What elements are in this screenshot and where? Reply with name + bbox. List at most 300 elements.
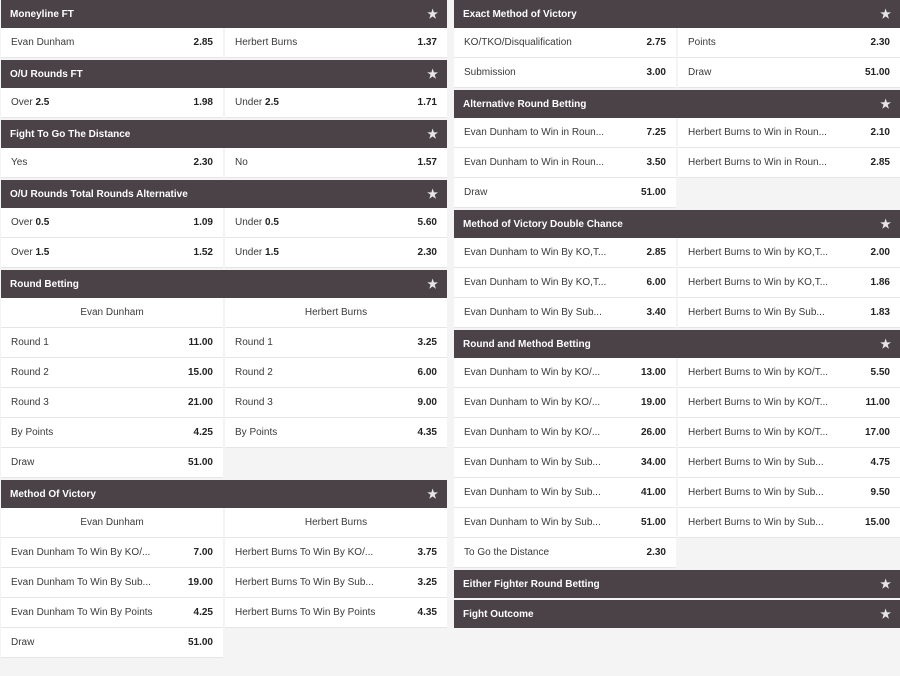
selection-row xyxy=(454,448,900,478)
market-title: Either Fighter Round Betting xyxy=(463,578,600,590)
selection-label xyxy=(464,367,635,378)
star-icon[interactable]: ★ xyxy=(880,337,891,351)
selection-label-text: Evan Dunham to Win in Roun... xyxy=(464,157,605,168)
selection-label xyxy=(688,367,865,378)
odds-selection[interactable] xyxy=(454,28,676,58)
selection-label xyxy=(464,247,641,258)
odds-selection[interactable] xyxy=(678,268,900,298)
empty-cell xyxy=(225,628,447,658)
odds-value: 4.25 xyxy=(193,607,213,618)
selection-label-text: Draw xyxy=(11,637,35,648)
odds-selection[interactable] xyxy=(1,88,223,118)
odds-selection[interactable] xyxy=(1,418,223,448)
selection-label xyxy=(11,637,182,648)
selection-label-text: Herbert Burns to Win by KO,T... xyxy=(688,277,829,288)
odds-value: 26.00 xyxy=(640,427,666,438)
selection-label xyxy=(235,217,412,228)
market-header[interactable] xyxy=(1,270,447,298)
odds-value: 7.25 xyxy=(646,127,666,138)
line-value: 1.5 xyxy=(35,247,50,258)
selection-label-text: Evan Dunham to Win in Roun... xyxy=(464,127,605,138)
odds-value: 15.00 xyxy=(187,367,213,378)
odds-value: 2.30 xyxy=(646,547,666,558)
selection-row xyxy=(454,118,900,148)
odds-selection[interactable] xyxy=(454,478,676,508)
empty-cell xyxy=(678,178,900,208)
selection-row xyxy=(1,538,447,568)
odds-selection[interactable] xyxy=(225,328,447,358)
odds-value: 9.00 xyxy=(417,397,437,408)
market-round-betting xyxy=(1,270,447,478)
selection-label-text: Evan Dunham To Win By Sub... xyxy=(11,577,151,588)
selection-label-text: Round 1 xyxy=(235,337,273,348)
star-icon[interactable]: ★ xyxy=(427,187,438,201)
selection-label xyxy=(235,97,412,108)
selection-row xyxy=(1,448,447,478)
odds-selection[interactable] xyxy=(225,538,447,568)
star-icon[interactable]: ★ xyxy=(880,97,891,111)
odds-value: 2.30 xyxy=(193,157,213,168)
odds-selection[interactable] xyxy=(1,628,223,658)
odds-selection[interactable] xyxy=(225,388,447,418)
odds-value: 4.35 xyxy=(417,607,437,618)
selection-label-text: Evan Dunham to Win By Sub... xyxy=(464,307,602,318)
odds-value: 19.00 xyxy=(640,397,666,408)
odds-value: 1.98 xyxy=(193,97,213,108)
selection-label xyxy=(11,157,188,168)
selection-label xyxy=(464,187,635,198)
odds-selection[interactable] xyxy=(225,418,447,448)
odds-selection[interactable] xyxy=(454,118,676,148)
odds-selection[interactable] xyxy=(678,148,900,178)
left-column xyxy=(1,0,447,660)
selection-label-text: Herbert Burns to Win by KO/T... xyxy=(688,367,829,378)
odds-selection[interactable] xyxy=(454,58,676,88)
odds-selection[interactable] xyxy=(454,358,676,388)
market-o-u-rounds-total-rounds-alternative xyxy=(1,180,447,268)
odds-value: 2.85 xyxy=(870,157,890,168)
star-icon[interactable]: ★ xyxy=(427,127,438,141)
line-value: 2.5 xyxy=(265,97,279,108)
odds-value: 34.00 xyxy=(640,457,666,468)
line-value: 2.5 xyxy=(35,97,50,108)
selection-label-text: Herbert Burns to Win by Sub... xyxy=(688,457,824,468)
odds-value: 9.50 xyxy=(870,487,890,498)
market-header[interactable] xyxy=(1,0,447,28)
selection-label xyxy=(11,247,188,258)
market-either-fighter-round-betting xyxy=(454,570,900,598)
market-title: Moneyline FT xyxy=(10,8,74,20)
odds-selection[interactable] xyxy=(454,508,676,538)
selection-label xyxy=(11,337,183,348)
selection-row xyxy=(454,238,900,268)
market-title: Exact Method of Victory xyxy=(463,8,577,20)
selection-label-text: Herbert Burns to Win in Roun... xyxy=(688,127,827,138)
selection-label xyxy=(235,397,412,408)
selection-label-text: Evan Dunham to Win by KO/... xyxy=(464,397,601,408)
selection-label xyxy=(688,157,865,168)
selection-label xyxy=(464,397,635,408)
selection-label-text: By Points xyxy=(11,427,54,438)
selection-label xyxy=(688,307,865,318)
selection-label-text: Evan Dunham to Win by KO/... xyxy=(464,427,601,438)
selection-label xyxy=(11,607,188,618)
odds-value: 2.30 xyxy=(417,247,437,258)
selection-label xyxy=(235,577,412,588)
selection-label xyxy=(464,157,641,168)
selection-label xyxy=(235,37,412,48)
selection-row xyxy=(454,388,900,418)
selection-row xyxy=(454,268,900,298)
market-title: Round and Method Betting xyxy=(463,338,591,350)
market-round-and-method-betting xyxy=(454,330,900,568)
odds-value: 2.00 xyxy=(870,247,890,258)
selection-row xyxy=(1,148,447,178)
odds-value: 6.00 xyxy=(646,277,666,288)
market-title: O/U Rounds FT xyxy=(10,68,83,80)
market-fight-to-go-the-distance xyxy=(1,120,447,178)
market-header[interactable] xyxy=(1,480,447,508)
market-header[interactable] xyxy=(1,180,447,208)
market-title: Alternative Round Betting xyxy=(463,98,587,110)
odds-value: 3.25 xyxy=(417,577,437,588)
odds-value: 13.00 xyxy=(640,367,666,378)
fighter-column-header: Herbert Burns xyxy=(225,508,447,538)
odds-value: 21.00 xyxy=(187,397,213,408)
odds-selection[interactable] xyxy=(678,28,900,58)
market-header[interactable] xyxy=(454,330,900,358)
selection-label xyxy=(11,547,188,558)
odds-selection[interactable] xyxy=(225,598,447,628)
market-title: Method Of Victory xyxy=(10,488,96,500)
odds-selection[interactable] xyxy=(454,268,676,298)
selection-label xyxy=(464,127,641,138)
odds-selection[interactable] xyxy=(225,568,447,598)
odds-value: 1.83 xyxy=(870,307,890,318)
selection-label-text: Round 3 xyxy=(11,397,49,408)
selection-label xyxy=(11,37,188,48)
odds-value: 4.35 xyxy=(417,427,437,438)
line-value: 0.5 xyxy=(35,217,50,228)
selection-label-text: Herbert Burns To Win By Points xyxy=(235,607,376,618)
selection-row xyxy=(1,238,447,268)
selection-label-text: Yes xyxy=(11,157,28,168)
odds-selection[interactable] xyxy=(454,298,676,328)
market-title: O/U Rounds Total Rounds Alternative xyxy=(10,188,188,200)
odds-value: 19.00 xyxy=(187,577,213,588)
selection-label-text: Evan Dunham xyxy=(11,37,75,48)
selection-label-text: Herbert Burns to Win by KO/T... xyxy=(688,397,829,408)
star-icon[interactable]: ★ xyxy=(427,487,438,501)
selection-label xyxy=(688,127,865,138)
selection-label xyxy=(688,67,859,78)
selection-row xyxy=(454,358,900,388)
odds-value: 3.75 xyxy=(417,547,437,558)
selection-label-text: Over xyxy=(11,97,33,108)
odds-value: 2.85 xyxy=(193,37,213,48)
market-moneyline-ft xyxy=(1,0,447,58)
selection-label-text: Under xyxy=(235,247,263,258)
selection-label xyxy=(11,427,188,438)
odds-selection[interactable] xyxy=(678,448,900,478)
selection-label xyxy=(464,487,635,498)
selection-label-text: No xyxy=(235,157,248,168)
selection-label xyxy=(11,577,182,588)
odds-selection[interactable] xyxy=(225,358,447,388)
selection-label-text: Draw xyxy=(688,67,712,78)
selection-label xyxy=(11,97,188,108)
odds-value: 11.00 xyxy=(188,337,213,348)
odds-selection[interactable] xyxy=(678,118,900,148)
market-method-of-victory-double-chance xyxy=(454,210,900,328)
selection-row xyxy=(1,418,447,448)
selection-label-text: Round 3 xyxy=(235,397,273,408)
star-icon[interactable]: ★ xyxy=(427,277,438,291)
odds-selection[interactable] xyxy=(1,238,223,268)
empty-cell xyxy=(678,538,900,568)
line-value: 0.5 xyxy=(265,217,279,228)
odds-selection[interactable] xyxy=(225,88,447,118)
selection-row xyxy=(454,28,900,58)
odds-selection[interactable] xyxy=(454,448,676,478)
selection-label xyxy=(688,397,860,408)
odds-selection[interactable] xyxy=(454,238,676,268)
selection-label xyxy=(464,547,641,558)
odds-selection[interactable] xyxy=(225,148,447,178)
odds-value: 51.00 xyxy=(864,67,890,78)
selection-label-text: KO/TKO/Disqualification xyxy=(464,37,572,48)
selection-label xyxy=(688,427,859,438)
odds-selection[interactable] xyxy=(678,478,900,508)
selection-label-text: Herbert Burns to Win by KO/T... xyxy=(688,427,829,438)
selection-row xyxy=(454,298,900,328)
selection-label-text: Evan Dunham to Win by KO/... xyxy=(464,367,601,378)
selection-label-text: Draw xyxy=(464,187,488,198)
odds-value: 1.57 xyxy=(417,157,437,168)
selection-label xyxy=(688,457,865,468)
odds-value: 51.00 xyxy=(640,517,666,528)
selection-label-text: Herbert Burns to Win By Sub... xyxy=(688,307,825,318)
odds-selection[interactable] xyxy=(678,298,900,328)
odds-value: 2.30 xyxy=(870,37,890,48)
star-icon[interactable]: ★ xyxy=(880,607,891,621)
market-title: Method of Victory Double Chance xyxy=(463,218,623,230)
star-icon[interactable]: ★ xyxy=(880,217,891,231)
selection-label-text: Round 1 xyxy=(11,337,49,348)
selection-row xyxy=(1,598,447,628)
market-title: Fight To Go The Distance xyxy=(10,128,131,140)
odds-value: 1.86 xyxy=(870,277,890,288)
market-o-u-rounds-ft xyxy=(1,60,447,118)
odds-selection[interactable] xyxy=(1,388,223,418)
selection-label-text: Herbert Burns to Win in Roun... xyxy=(688,157,827,168)
odds-selection[interactable] xyxy=(1,538,223,568)
selection-label-text: Evan Dunham To Win By Points xyxy=(11,607,153,618)
odds-value: 3.00 xyxy=(646,67,666,78)
odds-value: 1.52 xyxy=(193,247,213,258)
selection-label xyxy=(11,367,182,378)
odds-selection[interactable] xyxy=(454,388,676,418)
odds-value: 3.25 xyxy=(417,337,437,348)
selection-row xyxy=(1,28,447,58)
selection-label-text: Herbert Burns To Win By KO/... xyxy=(235,547,374,558)
right-column xyxy=(454,0,900,630)
selection-row xyxy=(1,388,447,418)
odds-selection[interactable] xyxy=(678,358,900,388)
odds-selection[interactable] xyxy=(1,358,223,388)
odds-value: 3.40 xyxy=(646,307,666,318)
selection-row xyxy=(454,508,900,538)
fighter-column-header: Herbert Burns xyxy=(225,298,447,328)
selection-label-text: Evan Dunham to Win by Sub... xyxy=(464,457,601,468)
selection-label xyxy=(464,277,641,288)
odds-selection[interactable] xyxy=(225,238,447,268)
selection-label-text: Draw xyxy=(11,457,35,468)
market-title: Round Betting xyxy=(10,278,79,290)
selection-label xyxy=(235,157,412,168)
selection-row xyxy=(1,568,447,598)
selection-row xyxy=(454,418,900,448)
odds-value: 5.60 xyxy=(417,217,437,228)
market-header[interactable] xyxy=(454,0,900,28)
selection-row xyxy=(454,58,900,88)
odds-value: 1.37 xyxy=(417,37,437,48)
odds-value: 51.00 xyxy=(187,637,213,648)
selection-label-text: Points xyxy=(688,37,716,48)
odds-selection[interactable] xyxy=(454,418,676,448)
selection-label xyxy=(235,337,412,348)
selection-row xyxy=(454,178,900,208)
odds-selection[interactable] xyxy=(678,508,900,538)
odds-value: 3.50 xyxy=(646,157,666,168)
odds-selection[interactable] xyxy=(454,538,676,568)
selection-label-text: Herbert Burns xyxy=(235,37,298,48)
selection-label xyxy=(11,217,188,228)
selection-label xyxy=(688,277,865,288)
selection-label xyxy=(464,67,641,78)
selection-row xyxy=(454,478,900,508)
selection-row xyxy=(1,298,447,328)
selection-label-text: Under xyxy=(235,97,263,108)
odds-value: 4.75 xyxy=(870,457,890,468)
selection-label-text: Evan Dunham to Win By KO,T... xyxy=(464,277,607,288)
selection-label xyxy=(235,607,412,618)
line-value: 1.5 xyxy=(265,247,279,258)
selection-label-text: Herbert Burns to Win by Sub... xyxy=(688,517,824,528)
star-icon[interactable]: ★ xyxy=(427,67,438,81)
odds-value: 7.00 xyxy=(193,547,213,558)
selection-label-text: Herbert Burns To Win By Sub... xyxy=(235,577,374,588)
selection-label xyxy=(688,37,865,48)
market-alternative-round-betting xyxy=(454,90,900,208)
odds-selection[interactable] xyxy=(1,148,223,178)
odds-selection[interactable] xyxy=(678,238,900,268)
selection-label-text: Round 2 xyxy=(235,367,273,378)
selection-label xyxy=(11,457,182,468)
selection-label xyxy=(11,397,182,408)
odds-selection[interactable] xyxy=(454,178,676,208)
selection-label-text: Evan Dunham to Win by Sub... xyxy=(464,517,601,528)
odds-selection[interactable] xyxy=(1,208,223,238)
odds-selection[interactable] xyxy=(1,328,223,358)
fighter-column-header: Evan Dunham xyxy=(1,298,223,328)
odds-selection[interactable] xyxy=(1,448,223,478)
odds-selection[interactable] xyxy=(454,148,676,178)
market-header[interactable] xyxy=(1,60,447,88)
odds-value: 4.25 xyxy=(193,427,213,438)
selection-label xyxy=(688,517,859,528)
odds-value: 1.71 xyxy=(417,97,437,108)
selection-label xyxy=(464,37,641,48)
odds-value: 2.75 xyxy=(646,37,666,48)
selection-label xyxy=(235,247,412,258)
odds-value: 6.00 xyxy=(417,367,437,378)
market-header[interactable] xyxy=(454,570,900,598)
market-method-of-victory xyxy=(1,480,447,658)
odds-value: 51.00 xyxy=(640,187,666,198)
selection-label xyxy=(235,367,412,378)
odds-selection[interactable] xyxy=(678,58,900,88)
selection-row xyxy=(1,508,447,538)
odds-selection[interactable] xyxy=(1,598,223,628)
odds-selection[interactable] xyxy=(678,388,900,418)
odds-value: 17.00 xyxy=(864,427,890,438)
selection-label xyxy=(688,487,865,498)
empty-cell xyxy=(225,448,447,478)
selection-row xyxy=(1,628,447,658)
selection-label xyxy=(235,547,412,558)
odds-selection[interactable] xyxy=(1,568,223,598)
selection-row xyxy=(454,148,900,178)
selection-label xyxy=(464,427,635,438)
market-exact-method-of-victory xyxy=(454,0,900,88)
star-icon[interactable]: ★ xyxy=(880,577,891,591)
odds-selection[interactable] xyxy=(225,28,447,58)
market-header[interactable] xyxy=(454,600,900,628)
odds-value: 11.00 xyxy=(865,397,890,408)
market-fight-outcome xyxy=(454,600,900,628)
selection-label xyxy=(464,457,635,468)
selection-label-text: Under xyxy=(235,217,263,228)
odds-selection[interactable] xyxy=(1,28,223,58)
star-icon[interactable]: ★ xyxy=(427,7,438,21)
selection-row xyxy=(1,328,447,358)
odds-value: 1.09 xyxy=(193,217,213,228)
selection-label xyxy=(235,427,412,438)
odds-value: 5.50 xyxy=(870,367,890,378)
market-title: Fight Outcome xyxy=(463,608,534,620)
selection-label-text: Over xyxy=(11,247,33,258)
selection-label-text: Evan Dunham To Win By KO/... xyxy=(11,547,151,558)
selection-label xyxy=(464,517,635,528)
odds-value: 2.10 xyxy=(870,127,890,138)
selection-label xyxy=(688,247,865,258)
odds-selection[interactable] xyxy=(678,418,900,448)
star-icon[interactable]: ★ xyxy=(880,7,891,21)
market-header[interactable] xyxy=(454,210,900,238)
market-header[interactable] xyxy=(1,120,447,148)
selection-label-text: To Go the Distance xyxy=(464,547,550,558)
selection-row xyxy=(1,208,447,238)
odds-value: 2.85 xyxy=(646,247,666,258)
selection-row xyxy=(1,358,447,388)
fighter-column-header: Evan Dunham xyxy=(1,508,223,538)
selection-label-text: Evan Dunham to Win By KO,T... xyxy=(464,247,607,258)
odds-selection[interactable] xyxy=(225,208,447,238)
selection-label-text: Round 2 xyxy=(11,367,49,378)
market-header[interactable] xyxy=(454,90,900,118)
odds-value: 51.00 xyxy=(187,457,213,468)
